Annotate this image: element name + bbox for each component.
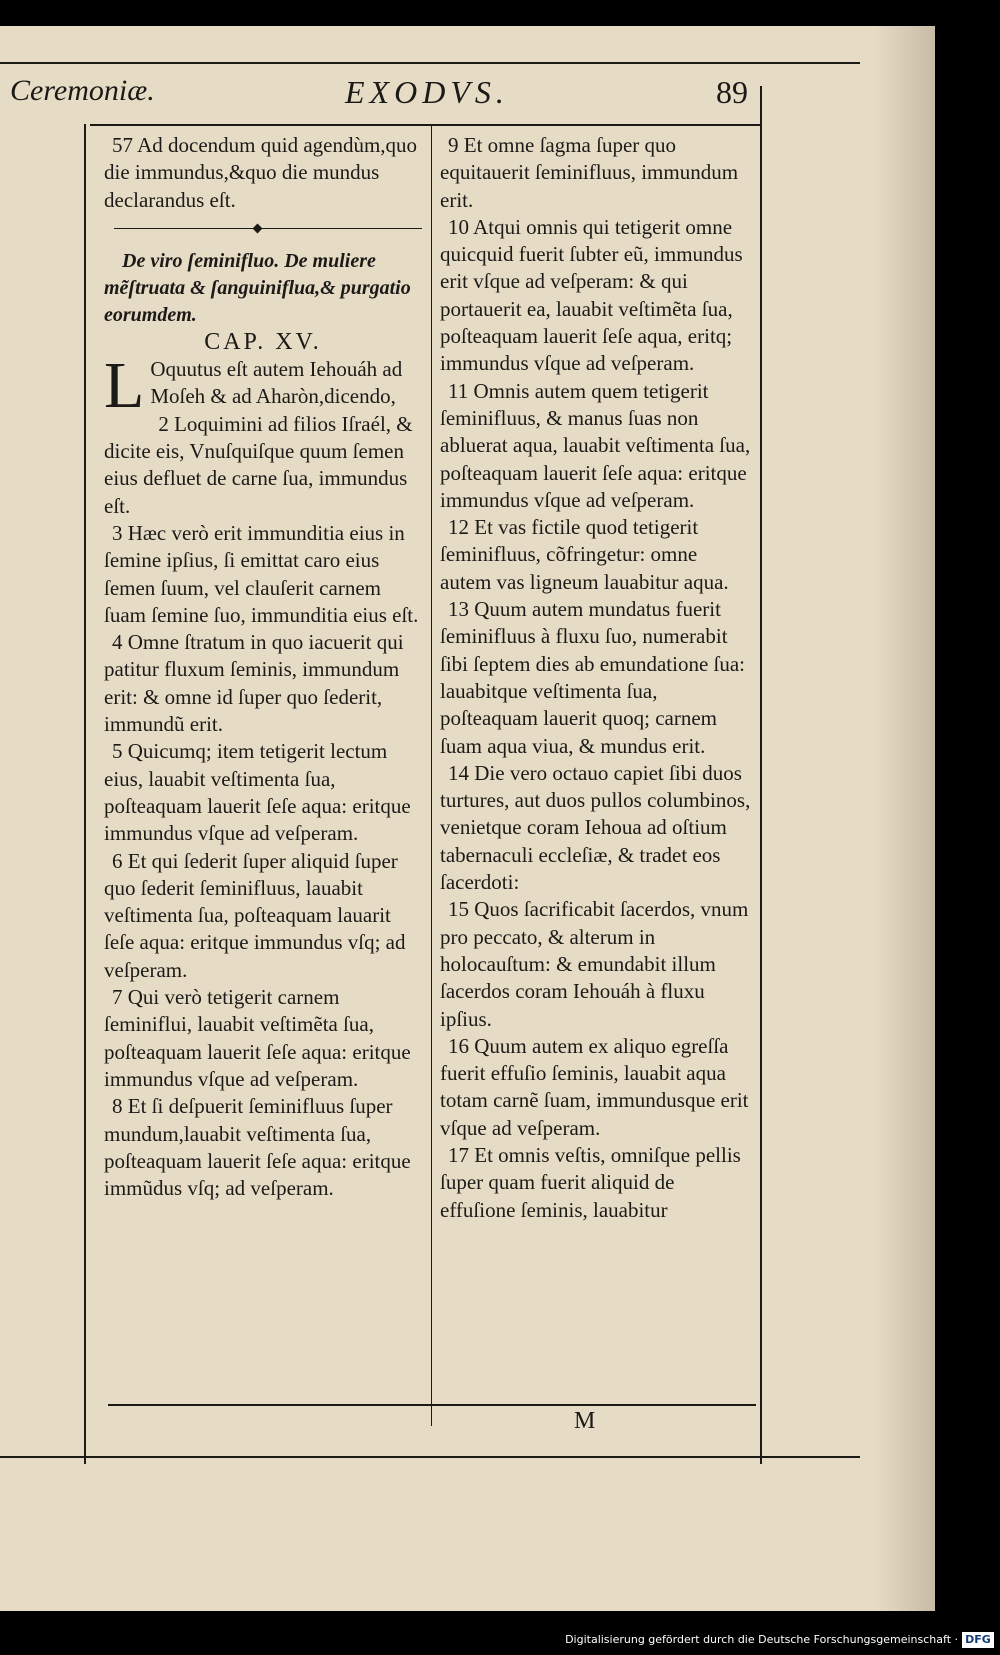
running-head-title: EXODVS. bbox=[345, 74, 509, 110]
digitization-footer bbox=[0, 1627, 1000, 1655]
top-rule bbox=[0, 62, 860, 64]
page-gutter-shadow bbox=[875, 26, 935, 1611]
verse-6: 6 Et qui ſederit ſuper aliquid ſuper quo ſederit ſeminifluus, lauabit veſtimenta ſua, poſteaquam lauarit ſeſe aqua: eritque immundus vſq; ad veſperam. bbox=[104, 848, 406, 982]
verse-3: 3 Hæc verò erit immunditia eius in ſemine ipſius, ſi emittat caro eius ſemen ſuum, vel clauſerit carnem ſuam ſemine ſuo, immunditia eius eſt. bbox=[104, 520, 419, 627]
bottom-rule bbox=[108, 1404, 756, 1406]
page-number: 89 bbox=[716, 74, 748, 110]
chapter-summary: De viro ſeminifluo. De muliere mẽſtruata & ſanguiniflua,& purgatio eorumdem. bbox=[104, 249, 411, 326]
verse-17: 17 Et omnis veſtis, omniſque pellis ſuper quam fuerit aliquid de effuſione ſeminis, lauabitur bbox=[440, 1142, 741, 1222]
chapter-number: CAP. XV. bbox=[204, 328, 322, 355]
verse-13: 13 Quum autem mundatus fuerit ſeminifluus à fluxu ſuo, numerabit ſibi ſeptem dies ab emundatione ſua: lauabitque veſtimenta ſua, poſteaquam lauerit quoq; carnem ſuam aqua viua, & mundus erit. bbox=[440, 597, 746, 758]
verse-2: 2 Loquimini ad filios Iſraél, & dicite eis, Vnuſquiſque quum ſemen eius defluet de carne ſua, immundus eſt. bbox=[104, 411, 413, 518]
verse-1-text: Oquutus eſt autem Iehouáh ad Moſeh & ad Aharòn,dicendo, bbox=[150, 357, 403, 409]
left-column bbox=[104, 132, 422, 1202]
verse-15: 15 Quos ſacrificabit ſacerdos, vnum pro peccato, & alterum in holocauſtum: & emundabit illum ſacerdos coram Iehouáh à fluxu ipſius. bbox=[440, 897, 749, 1031]
book-page bbox=[0, 26, 935, 1611]
running-head-left: Ceremoniæ. bbox=[10, 74, 155, 107]
footer-rule bbox=[0, 1456, 860, 1458]
verse-10: 10 Atqui omnis qui tetigerit omne quicquid fuerit ſubter eũ, immundus erit vſque ad veſperam: & qui portauerit ea, lauabit veſtimẽta ſua, poſteaquam lauerit ſeſe aqua, eritq; immundus vſque ad veſperam. bbox=[440, 214, 743, 376]
verse-8: 8 Et ſi deſpuerit ſeminifluus ſuper mundum,lauabit veſtimenta ſua, poſteaquam lauerit ſeſe aqua: eritque immũdus vſq; ad veſperam. bbox=[104, 1094, 411, 1201]
left-frame-rule bbox=[84, 124, 86, 1464]
verse-11: 11 Omnis autem quem tetigerit ſeminifluus, & manus ſuas non abluerat aqua, lauabit veſtimenta ſua, poſteaquam lauerit ſeſe aqua: eritque immundus vſque ad veſperam. bbox=[440, 378, 751, 512]
verse-1 bbox=[104, 349, 422, 423]
verse-16: 16 Quum autem ex aliquo egreſſa fuerit effuſio ſeminis, lauabit aqua totam carnẽ ſuam, immundusque erit vſque ad veſperam. bbox=[440, 1033, 749, 1140]
verse-12: 12 Et vas fictile quod tetigerit ſeminifluus, cõfringetur: omne autem vas ligneum lauabitur aqua. bbox=[440, 515, 729, 594]
verse-5: 5 Quicumq; item tetigerit lectum eius, lauabit veſtimenta ſua, poſteaquam lauerit ſeſe aqua: eritque immundus vſque ad veſperam. bbox=[104, 739, 411, 846]
verse-57: 57 Ad docendum quid agendùm,quo die immundus,&quo die mundus declarandus eſt. bbox=[104, 133, 418, 212]
dfg-logo: DFG bbox=[962, 1632, 994, 1648]
running-head bbox=[0, 74, 770, 114]
funding-credit: Digitalisierung gefördert durch die Deutsche Forschungsgemeinschaft · bbox=[565, 1633, 958, 1646]
header-rule bbox=[90, 124, 760, 126]
right-frame-rule bbox=[760, 86, 762, 1464]
column-divider bbox=[431, 126, 432, 1426]
right-column bbox=[440, 132, 752, 1224]
section-ornament-rule bbox=[104, 220, 422, 236]
signature-mark: M bbox=[574, 1408, 596, 1434]
drop-cap: L bbox=[104, 349, 145, 423]
verse-9: 9 Et omne ſagma ſuper quo equitauerit ſeminifluus, immundum erit. bbox=[440, 133, 739, 212]
verse-14: 14 Die vero octauo capiet ſibi duos turtures, aut duos pullos columbinos, venietque coram Iehoua ad oſtium tabernaculi eccleſiæ, & tradet eos ſacerdoti: bbox=[440, 760, 751, 895]
verse-7: 7 Qui verò tetigerit carnem ſeminiflui, lauabit veſtimẽta ſua, poſteaquam lauerit ſeſe aqua: eritque immundus vſque ad veſperam. bbox=[104, 985, 411, 1091]
verse-4: 4 Omne ſtratum in quo iacuerit qui patitur fluxum ſeminis, immundum erit: & omne id ſuper quo ſederit, immundũ erit. bbox=[104, 630, 404, 737]
